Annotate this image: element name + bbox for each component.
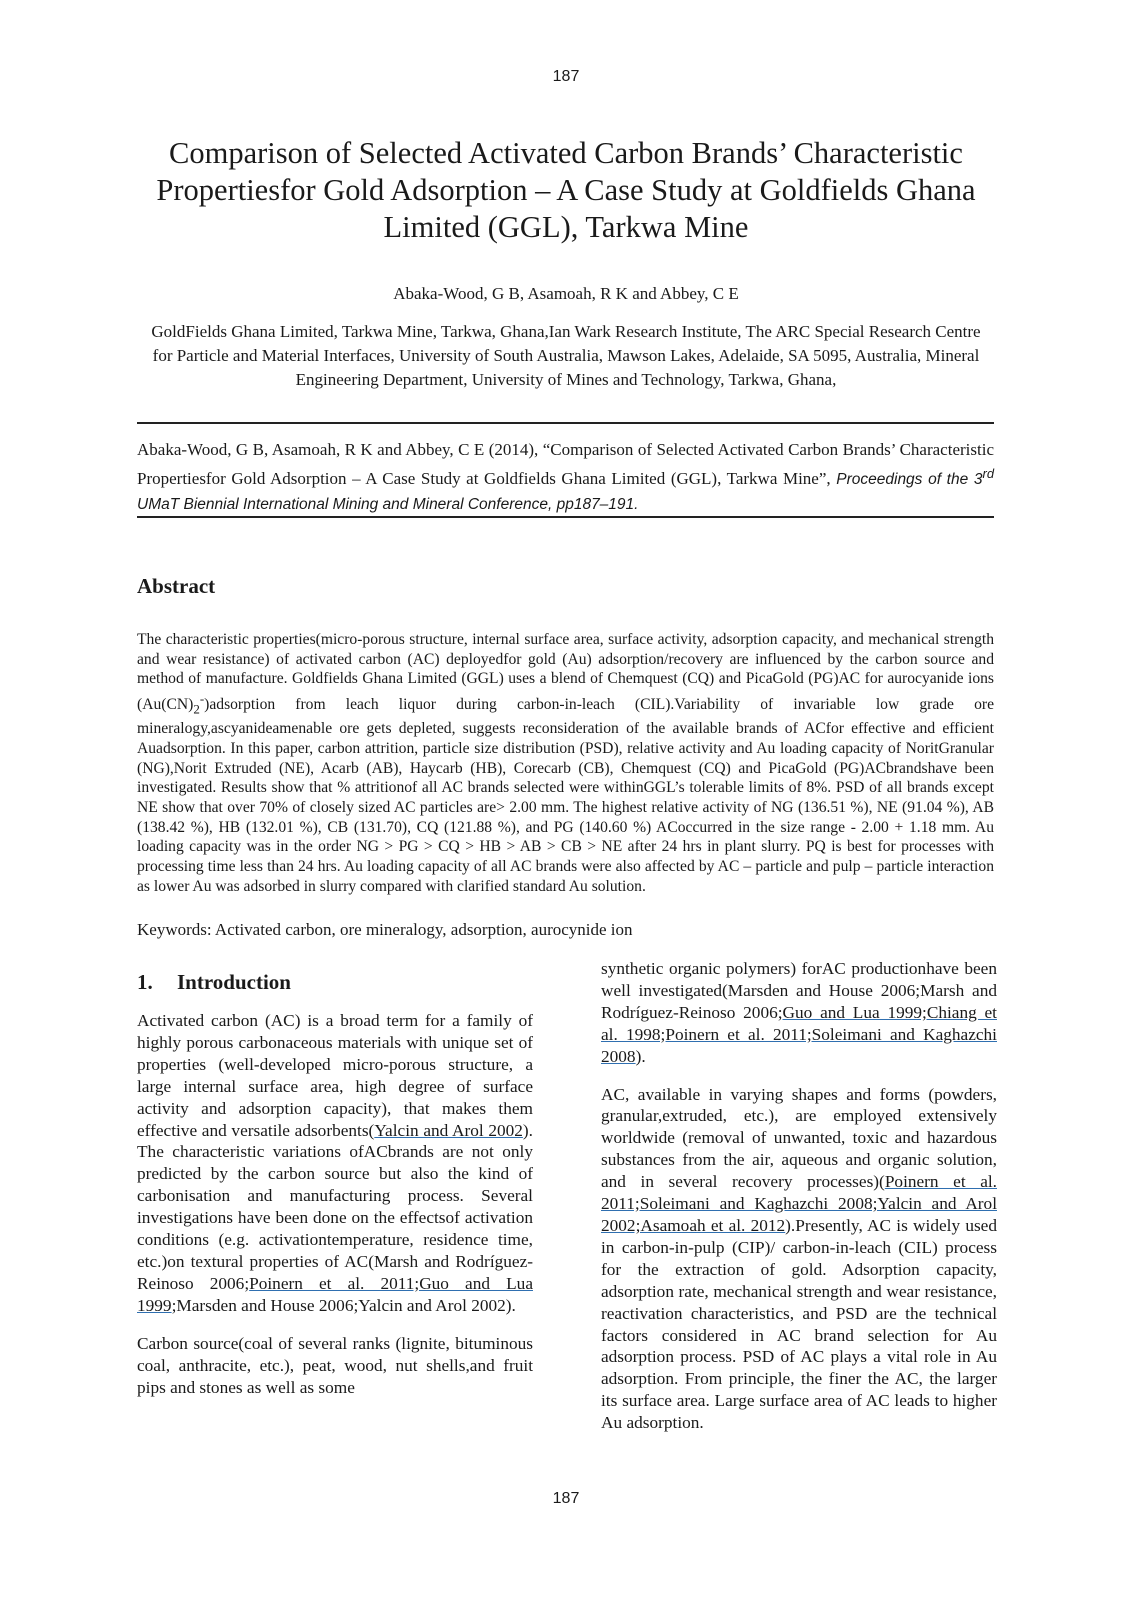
citation-text: Abaka-Wood, G B, Asamoah, R K and Abbey, C E (2014), “Comparison of Selected Activated Carbon Brands’ Characteristic Propertiesfor Gold Adsorption – A Case Study at Goldfields Ghana Limited (GGL), Tarkwa Mine”, — [137, 440, 994, 489]
intro-right-column — [601, 958, 997, 1434]
section-heading-introduction: 1. Introduction — [137, 970, 291, 994]
citation-top-rule — [137, 422, 994, 424]
citation-journal: Proceedings of the 3rd UMaT Biennial International Mining and Mineral Conference, pp187–191. — [137, 466, 994, 514]
citation-link[interactable]: Guo and Lua 1999;Chiang et al. 1998;Poinern et al. 2011;Soleimani and Kaghazchi 2008 — [601, 1002, 997, 1066]
intro-paragraph-2: Carbon source(coal of several ranks (lignite, bituminous coal, anthracite, etc.), peat, wood, nut shells,and fruit pips and stones as well as some — [137, 1333, 533, 1397]
citation-block — [137, 438, 994, 517]
paper-title: Comparison of Selected Activated Carbon Brands’ Characteristic Propertiesfor Gold Adsorption – A Case Study at Goldfields Ghana Limited (GGL), Tarkwa Mine — [156, 136, 976, 244]
page-number-top: 187 — [552, 68, 580, 85]
authors: Abaka-Wood, G B, Asamoah, R K and Abbey, C E — [393, 284, 739, 303]
intro-left-column — [137, 1010, 533, 1398]
intro-paragraph-3: synthetic organic polymers) forAC productionhave been well investigated(Marsden and House 2006;Marsh and Rodríguez-Reinoso 2006;Guo and Lua 1999;Chiang et al. 1998;Poinern et al. 2011;Soleimani and Kaghazchi 2008). — [601, 959, 997, 1066]
abstract-heading: Abstract — [137, 574, 216, 598]
affiliation: GoldFields Ghana Limited, Tarkwa Mine, Tarkwa, Ghana,Ian Wark Research Institute, The ARC Special Research Centre for Particle and Material Interfaces, University of South Australia, Mawson Lakes, Adelaide, SA 5095, Australia, Mineral Engineering Department, University of Mines and Technology, Tarkwa, Ghana, — [151, 322, 981, 389]
citation-link[interactable]: Yalcin and Arol 2002 — [374, 1120, 523, 1140]
citation-link[interactable]: Poinern et al. 2011;Guo and Lua 1999 — [137, 1273, 533, 1315]
citation-link[interactable]: Poinern et al. 2011;Soleimani and Kaghazchi 2008;Yalcin and Arol 2002;Asamoah et al. 2012 — [601, 1172, 997, 1235]
citation-bottom-rule — [137, 516, 994, 518]
abstract-text: The characteristic properties(micro-porous structure, internal surface area, surface activity, adsorption capacity, and mechanical strength and wear resistance) of activated carbon (AC) deployedfor gold (Au) adsorption/recovery are influenced by the carbon source and method of manufacture. Goldfields Ghana Limited (GGL) uses a blend of Chemquest (CQ) and PicaGold (PG)AC for aurocyanide ions $(Au(CN)_2^-)adsorption$ from leach liquor during carbon-in-leach (CIL).Variability of invariable low grade ore mineralogy,ascyanideamenable ore gets depleted, suggests reconsideration of the available brands of ACfor effective and efficient Auadsorption. In this paper, carbon attrition, particle size distribution (PSD), relative activity and Au loading capacity of NoritGranular (NG),Norit Extruded (NE), Acarb (AB), Haycarb (HB), Corecarb (CB), Chemquest (CQ) and PicaGold (PG)ACbrandshave been investigated. Results show that % attritionof all AC brands selected were withinGGL’s tolerable limits of 8%. PSD of all brands except NE show that over 70% of closely sized AC particles are> 2.00 mm. The highest relative activity of NG (136.51 %), NE (91.04 %), AB (138.42 %), HB (132.01 %), CB (131.70), CQ (121.88 %), and PG (140.60 %) ACoccurred in the size range - 2.00 + 1.18 mm. Au loading capacity was in the order NG > PG > CQ > HB > AB > CB > NE after 24 hrs in plant slurry. PQ is best for processes with processing time less than 24 hrs. Au loading capacity of all AC brands were also affected by AC – particle and pulp – particle interaction as lower Au was adsorbed in slurry compared with clarified standard Au solution. — [137, 631, 994, 895]
page-number-bottom: 187 — [552, 1490, 580, 1507]
intro-paragraph-1: Activated carbon (AC) is a broad term for a family of highly porous carbonaceous materials with unique set of properties (well-developed micro-porous structure, a large internal surface area, high degree of surface activity and adsorption capacity), that makes them effective and versatile adsorbents(Yalcin and Arol 2002). The characteristic variations ofACbrands are not only predicted by the carbon source but also the kind of carbonisation and manufacturing process. Several investigations have been done on the effectsof activation conditions (e.g. activationtemperature, residence time, etc.)on textural properties of AC(Marsh and Rodríguez-Reinoso 2006;Poinern et al. 2011;Guo and Lua 1999;Marsden and House 2006;Yalcin and Arol 2002). — [137, 1011, 533, 1315]
intro-paragraph-4: AC, available in varying shapes and forms (powders, granular,extruded, etc.), are employed extensively worldwide (removal of unwanted, toxic and hazardous substances from the air, aqueous and organic solution, and in several recovery processes)(Poinern et al. 2011;Soleimani and Kaghazchi 2008;Yalcin and Arol 2002;Asamoah et al. 2012).Presently, AC is widely used in carbon-in-pulp (CIP)/ carbon-in-leach (CIL) process for the extraction of gold. Adsorption capacity, adsorption rate, mechanical strength and wear resistance, reactivation characteristics, and PSD are the technical factors considered in AC brand selection for Au adsorption process. PSD of AC plays a vital role in Au adsorption. From principle, the finer the AC, the larger its surface area. Large surface area of AC leads to higher Au adsorption. — [601, 1084, 997, 1433]
keywords: Keywords: Activated carbon, ore mineralogy, adsorption, aurocynide ion — [137, 920, 633, 939]
